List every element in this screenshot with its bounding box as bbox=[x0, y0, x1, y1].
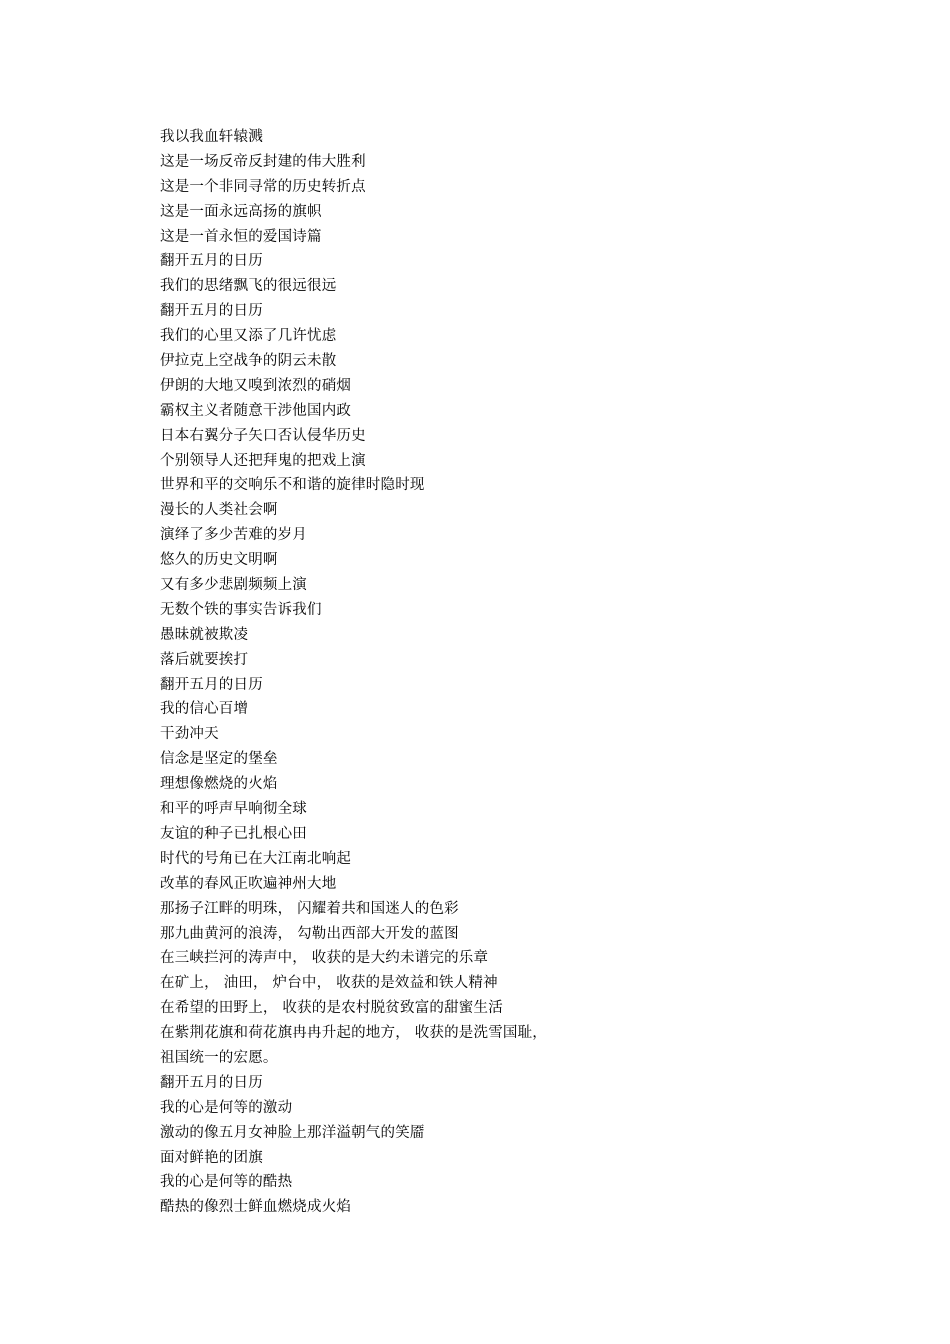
poem-line: 这是一场反帝反封建的伟大胜利 bbox=[160, 153, 366, 170]
poem-line: 这是一个非同寻常的历史转折点 bbox=[160, 178, 366, 195]
poem-line: 翻开五月的日历 bbox=[160, 303, 263, 320]
poem-line: 伊拉克上空战争的阴云未散 bbox=[160, 353, 337, 370]
poem-line: 悠久的历史文明啊 bbox=[160, 552, 278, 569]
poem-line: 我们的思绪飘飞的很远很远 bbox=[160, 278, 337, 295]
poem-line: 漫长的人类社会啊 bbox=[160, 502, 278, 519]
poem-line: 时代的号角已在大江南北响起 bbox=[160, 850, 352, 867]
poem-line: 无数个铁的事实告诉我们 bbox=[160, 601, 322, 618]
poem-line: 又有多少悲剧频频上演 bbox=[160, 577, 307, 594]
poem-line: 我们的心里又添了几许忧虑 bbox=[160, 328, 337, 345]
poem-line: 那九曲黄河的浪涛， 勾勒出西部大开发的蓝图 bbox=[160, 925, 459, 942]
poem-line: 酷热的像烈士鲜血燃烧成火焰 bbox=[160, 1199, 352, 1216]
poem-line: 我的信心百增 bbox=[160, 701, 249, 718]
poem-line: 愚昧就被欺凌 bbox=[160, 626, 249, 643]
poem-line: 在希望的田野上， 收获的是农村脱贫致富的甜蜜生活 bbox=[160, 1000, 503, 1017]
poem-line: 面对鲜艳的团旗 bbox=[160, 1149, 263, 1166]
poem-line: 改革的春风正吹遍神州大地 bbox=[160, 875, 337, 892]
poem-line: 个别领导人还把拜鬼的把戏上演 bbox=[160, 452, 366, 469]
poem-line: 这是一首永恒的爱国诗篇 bbox=[160, 228, 322, 245]
poem-line: 翻开五月的日历 bbox=[160, 1074, 263, 1091]
poem-line: 霸权主义者随意干涉他国内政 bbox=[160, 402, 352, 419]
poem-line: 友谊的种子已扎根心田 bbox=[160, 825, 307, 842]
poem-line: 这是一面永远高扬的旗帜 bbox=[160, 203, 322, 220]
poem-line: 在紫荆花旗和荷花旗冉冉升起的地方， 收获的是洗雪国耻， bbox=[160, 1025, 548, 1042]
poem-line: 我的心是何等的酷热 bbox=[160, 1174, 293, 1191]
poem-line: 那扬子江畔的明珠， 闪耀着共和国迷人的色彩 bbox=[160, 900, 459, 917]
poem-text bbox=[160, 125, 880, 1220]
poem-line: 干劲冲天 bbox=[160, 726, 219, 743]
poem-line: 我以我血轩辕溅 bbox=[160, 129, 263, 145]
poem-line: 世界和平的交响乐不和谐的旋律时隐时现 bbox=[160, 477, 425, 494]
poem-line: 伊朗的大地又嗅到浓烈的硝烟 bbox=[160, 377, 352, 394]
poem-line: 翻开五月的日历 bbox=[160, 676, 263, 693]
poem-line: 和平的呼声早响彻全球 bbox=[160, 801, 307, 818]
poem-line: 翻开五月的日历 bbox=[160, 253, 263, 270]
poem-line: 激动的像五月女神脸上那洋溢朝气的笑靥 bbox=[160, 1124, 425, 1141]
poem-line: 演绎了多少苦难的岁月 bbox=[160, 527, 307, 544]
poem-line: 日本右翼分子矢口否认侵华历史 bbox=[160, 427, 366, 444]
poem-line: 理想像燃烧的火焰 bbox=[160, 776, 278, 793]
poem-line: 落后就要挨打 bbox=[160, 651, 249, 668]
poem-line: 在矿上， 油田， 炉台中， 收获的是效益和铁人精神 bbox=[160, 975, 498, 992]
poem-line: 信念是坚定的堡垒 bbox=[160, 751, 278, 768]
poem-line: 我的心是何等的激动 bbox=[160, 1099, 293, 1116]
poem-line: 祖国统一的宏愿。 bbox=[160, 1049, 278, 1066]
poem-line: 在三峡拦河的涛声中， 收获的是大约未谱完的乐章 bbox=[160, 950, 489, 967]
